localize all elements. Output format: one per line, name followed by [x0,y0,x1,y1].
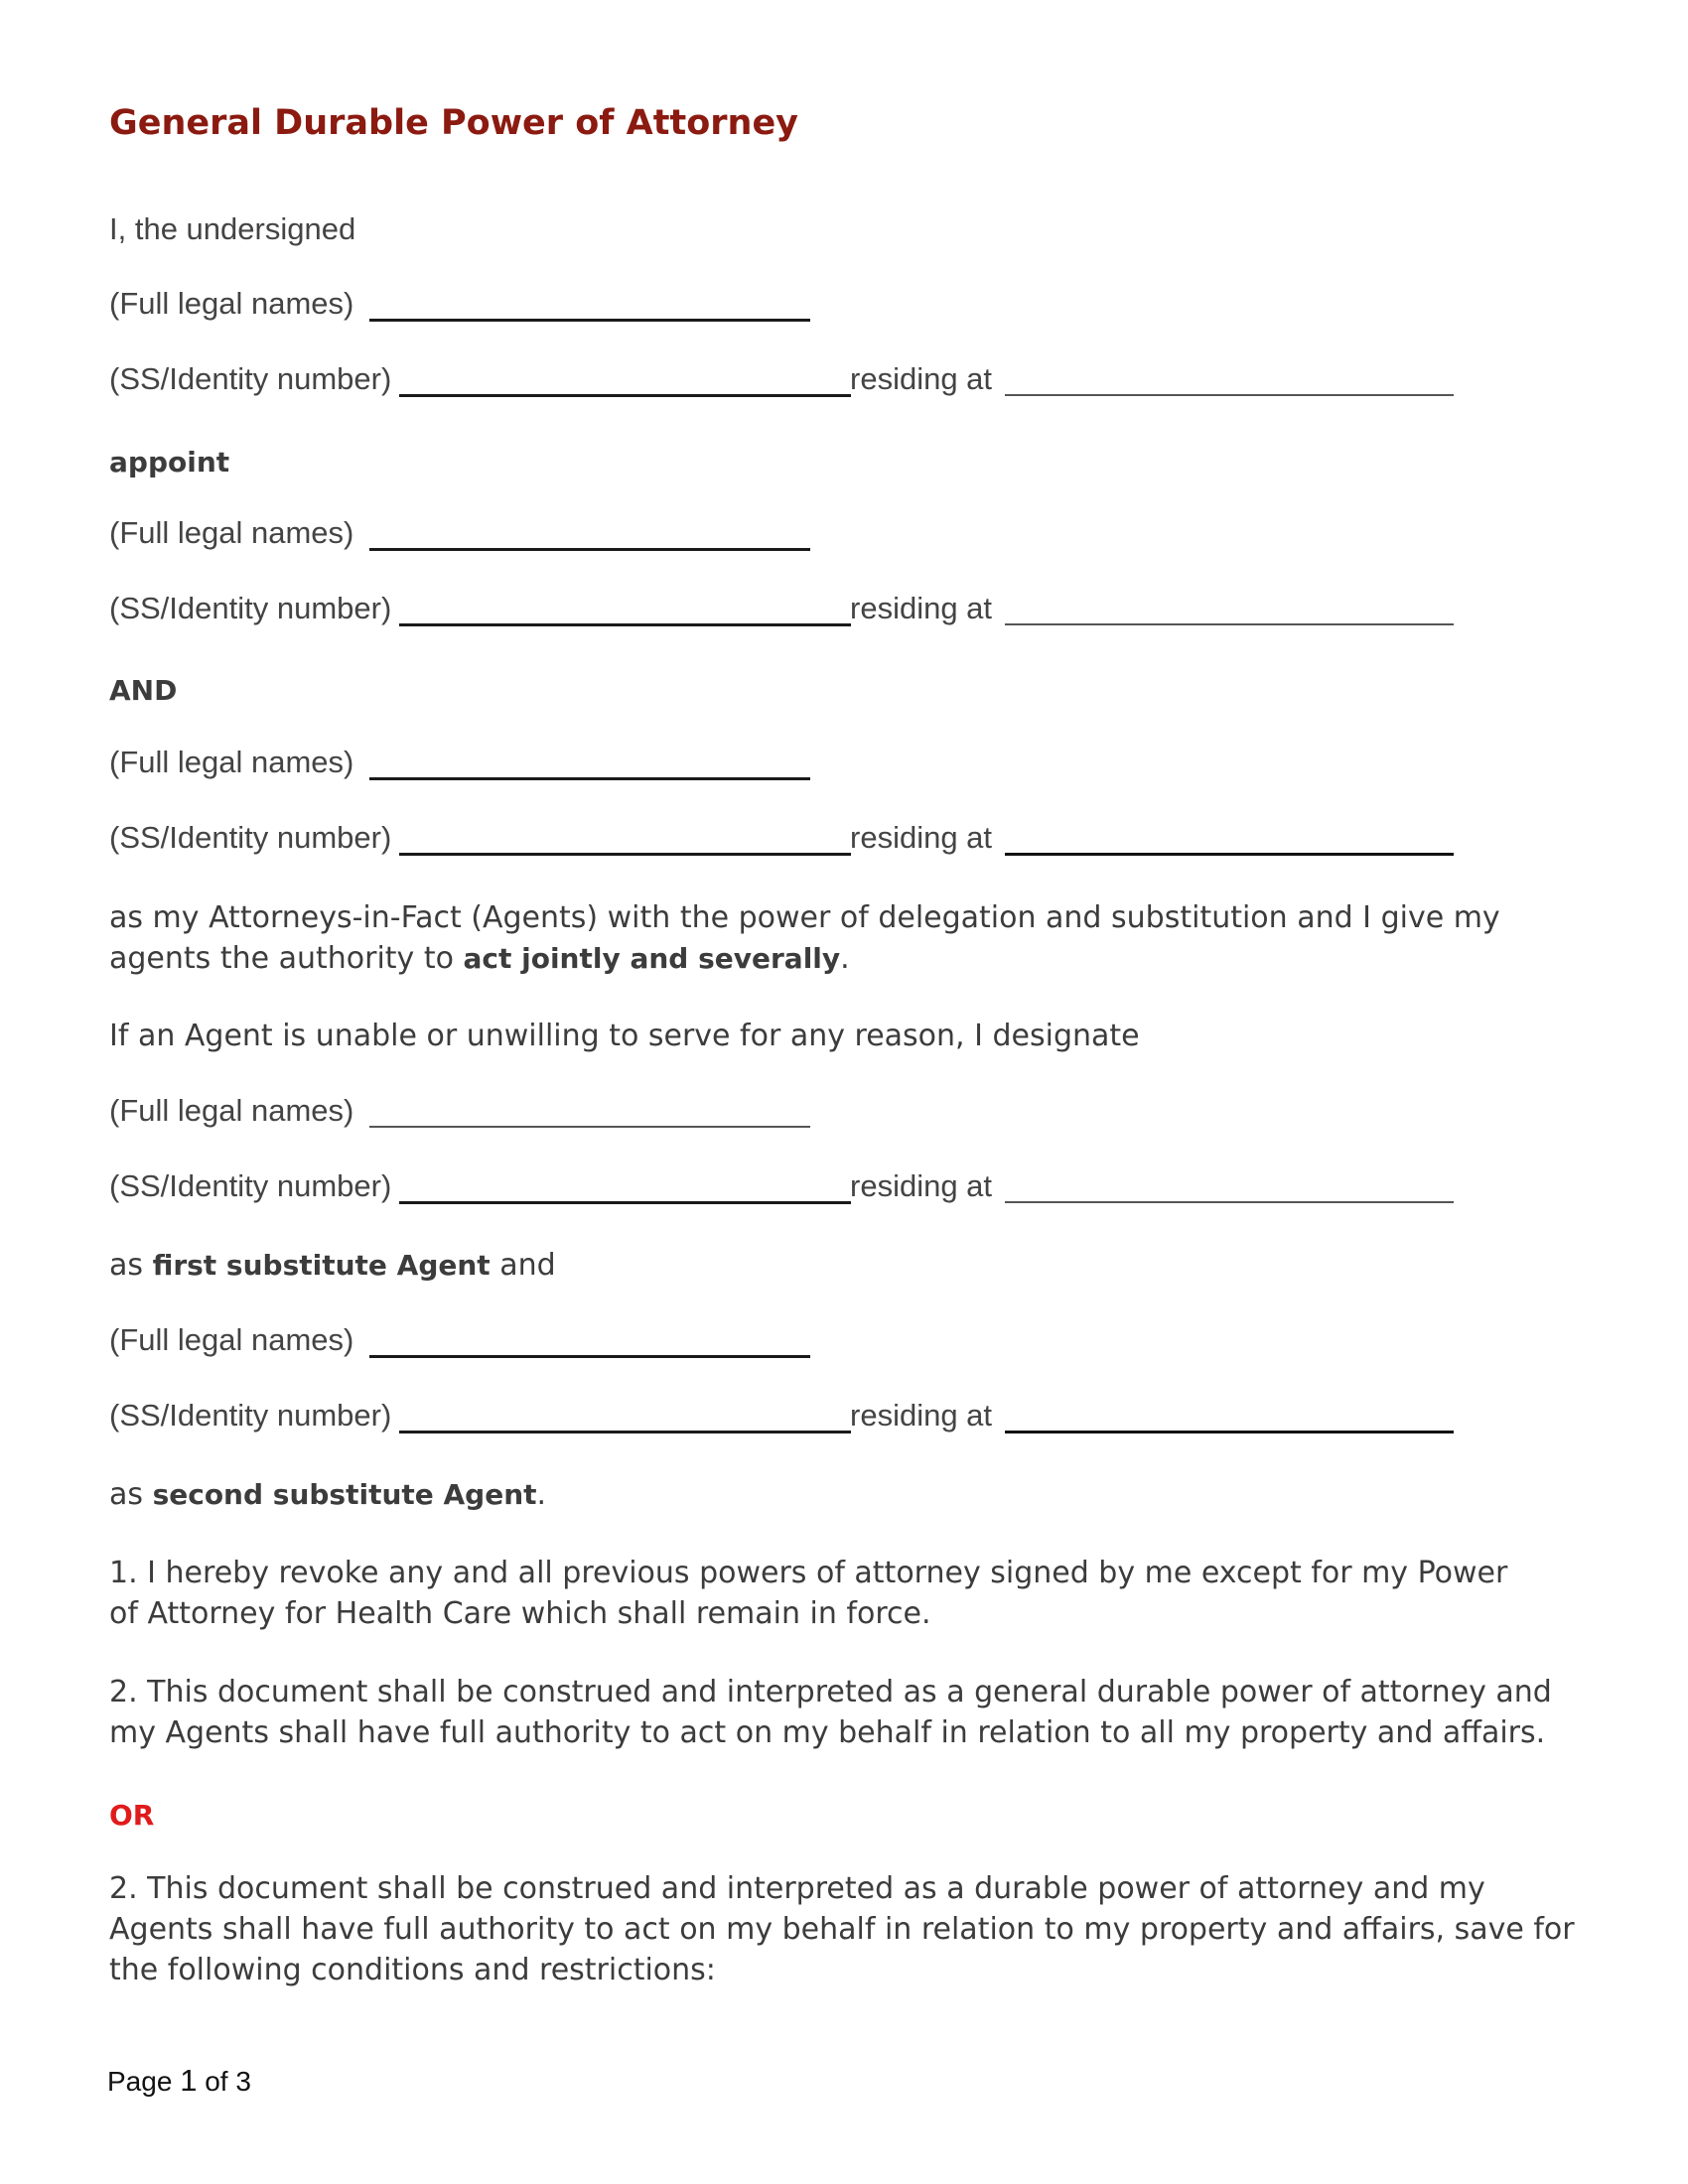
principal-names-field[interactable] [369,319,810,322]
second-substitute-label: second substitute Agent [152,1478,537,1511]
agents-paragraph [109,897,1579,979]
clause-1-line1: 1. I hereby revoke any and all previous powers of attorney signed by me except for my Power [109,1556,1508,1590]
sub1-ss-field[interactable] [399,1201,851,1204]
page-word: Page [107,2066,173,2097]
principal-names-label: (Full legal names) [109,286,354,321]
period: . [840,941,850,976]
of-word: of [205,2066,228,2097]
joint-several-text: act jointly and severally [463,942,841,975]
designate-text: If an Agent is unable or unwilling to serve for any reason, I designate [109,1019,1140,1053]
page-number: 1 [180,2063,198,2098]
second-substitute-text [109,1477,546,1512]
sub2-address-field[interactable] [1005,1431,1454,1433]
appoint-label: appoint [109,446,230,478]
and-label: AND [109,674,178,707]
sub2-residing-label: residing at [850,1398,993,1433]
agent1-residing-label: residing at [850,591,993,625]
first-substitute-label: first substitute Agent [152,1249,491,1282]
principal-ss-field[interactable] [399,394,851,397]
sub1-names-field[interactable] [369,1126,810,1128]
clause-2-general-line1: 2. This document shall be construed and interpreted as a general durable power of attorney and [109,1675,1552,1709]
agent1-ss-field[interactable] [399,623,851,626]
agent1-address-field[interactable] [1005,623,1454,625]
first-substitute-text [109,1248,556,1283]
clause-2-restricted-line1: 2. This document shall be construed and interpreted as a durable power of attorney and my [109,1871,1485,1906]
page-total: 3 [235,2066,251,2097]
sub1-address-field[interactable] [1005,1201,1454,1203]
agent2-names-field[interactable] [369,777,810,780]
sub1-residing-label: residing at [850,1168,993,1203]
or-label: OR [109,1799,155,1832]
agents-text: agents the authority to [109,941,464,976]
clause-2-general [109,1672,1579,1753]
clause-2-restricted [109,1868,1579,1990]
agent2-residing-label: residing at [850,820,993,855]
agent2-ss-field[interactable] [399,853,851,856]
principal-residing-label: residing at [850,361,993,396]
sub2-names-field[interactable] [369,1355,810,1358]
agent1-names-label: (Full legal names) [109,515,354,550]
and-text: and [490,1248,556,1283]
clause-1-line2: of Attorney for Health Care which shall remain in force. [109,1596,931,1631]
agent2-ss-label: (SS/Identity number) [109,820,392,855]
period-2: . [536,1477,547,1512]
agent1-ss-label: (SS/Identity number) [109,591,392,625]
agents-paragraph-line1: as my Attorneys-in-Fact (Agents) with the power of delegation and substitution and I give my [109,900,1500,935]
clause-2-general-line2: my Agents shall have full authority to act on my behalf in relation to all my property and affairs. [109,1715,1546,1750]
document-title: General Durable Power of Attorney [109,103,799,143]
clause-2-restricted-line2: Agents shall have full authority to act on my behalf in relation to my property and affairs, save for [109,1912,1575,1947]
clause-2-restricted-line3: the following conditions and restrictions: [109,1953,716,1987]
agent2-names-label: (Full legal names) [109,745,354,779]
agent1-names-field[interactable] [369,548,810,551]
intro-text: I, the undersigned [109,211,356,246]
page-footer [107,2063,251,2099]
sub2-ss-label: (SS/Identity number) [109,1398,392,1433]
agent2-address-field[interactable] [1005,853,1454,856]
clause-1 [109,1553,1579,1634]
sub1-names-label: (Full legal names) [109,1093,354,1128]
principal-address-field[interactable] [1005,394,1454,396]
agents-paragraph-line2 [109,938,1579,979]
as-text-2: as [109,1477,153,1512]
sub1-ss-label: (SS/Identity number) [109,1168,392,1203]
sub2-ss-field[interactable] [399,1431,851,1433]
sub2-names-label: (Full legal names) [109,1322,354,1357]
principal-ss-label: (SS/Identity number) [109,361,392,396]
as-text: as [109,1248,153,1283]
